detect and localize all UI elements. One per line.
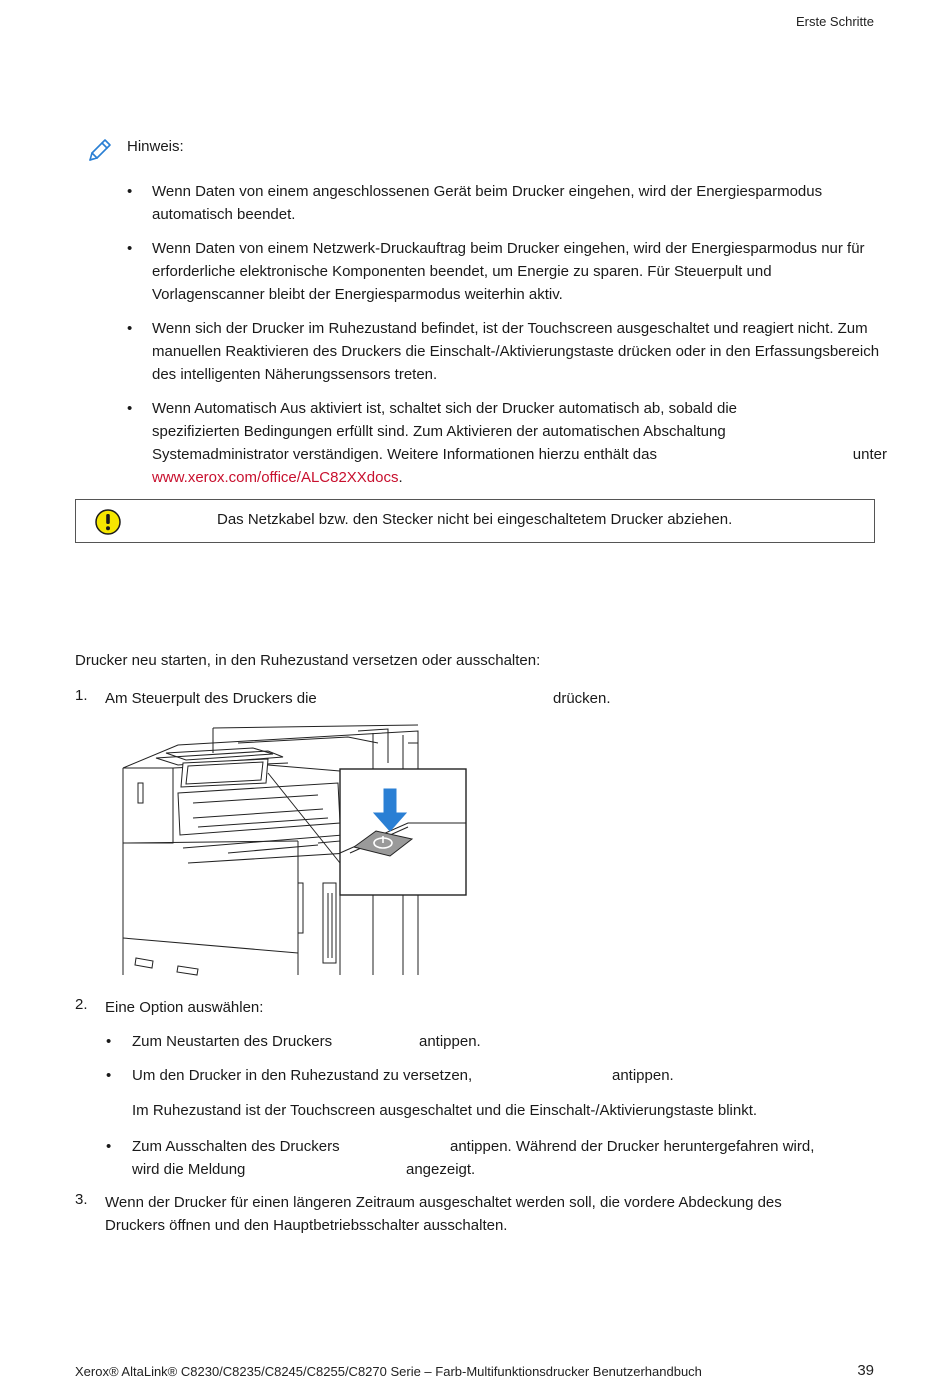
- caution-box: [75, 499, 875, 543]
- bullet: •: [106, 1138, 112, 1155]
- step-text: Eine Option auswählen:: [105, 999, 264, 1016]
- note-list: [127, 180, 887, 500]
- step-text: Am Steuerpult des Druckers die: [105, 690, 317, 707]
- caution-text: Das Netzkabel bzw. den Stecker nicht bei eingeschaltetem Drucker abziehen.: [217, 511, 733, 528]
- step-text: Wenn der Drucker für einen längeren Zeitraum ausgeschaltet werden soll, die vordere Abdeckung des: [105, 1194, 782, 1211]
- intro-text: Drucker neu starten, in den Ruhezustand versetzen oder ausschalten:: [75, 652, 541, 669]
- printer-power-button-illustration: [118, 723, 470, 978]
- list-item: • Wenn sich der Drucker im Ruhezustand befindet, ist der Touchscreen ausgeschaltet und reagiert nicht. Zum manuellen Reaktivieren des Druckers die Einschalt-/Aktivierungstaste drücken oder in den Erfassungsbereich des intelligenten Näherungssensors treten.: [127, 320, 880, 383]
- step-number: 1.: [75, 687, 88, 704]
- list-item: • Wenn Automatisch Aus aktiviert ist, schaltet sich der Drucker automatisch ab, sobald die spezifizierten Bedingungen erfüllt sind. Zum Aktivieren der automatischen Abschaltung Systemadministrator verständigen. Weitere Informationen hierzu enthält das unter www.xerox.com/office/ALC82XXdocs.: [127, 400, 887, 486]
- page-number: 39: [857, 1362, 874, 1379]
- sub-item-text: antippen.: [612, 1067, 674, 1084]
- sub-item-text: antippen. Während der Drucker heruntergefahren wird,: [450, 1138, 815, 1155]
- step-text: Druckers öffnen und den Hauptbetriebsschalter ausschalten.: [105, 1217, 508, 1234]
- list-item: • Wenn Daten von einem angeschlossenen Gerät beim Drucker eingehen, wird der Energiesparmodus automatisch beendet.: [127, 183, 823, 223]
- step-text: drücken.: [553, 690, 611, 707]
- list-item: • Wenn Daten von einem Netzwerk-Druckauftrag beim Drucker eingehen, wird der Energiesparmodus nur für erforderliche elektronische Komponenten beendet, um Energie zu sparen. Für Steuerpult und Vorlagenscanner bleibt der Energiesparmodus weiterhin aktiv.: [127, 240, 865, 303]
- sub-item-text: Um den Drucker in den Ruhezustand zu versetzen,: [132, 1067, 473, 1084]
- sub-item-note: Im Ruhezustand ist der Touchscreen ausgeschaltet und die Einschalt-/Aktivierungstaste blinkt.: [132, 1102, 758, 1119]
- docs-link[interactable]: www.xerox.com/office/ALC82XXdocs: [152, 469, 399, 486]
- sub-item-text: antippen.: [419, 1033, 481, 1050]
- bullet: •: [106, 1033, 112, 1050]
- caution-icon: [95, 509, 121, 535]
- sub-item-text: angezeigt.: [406, 1161, 476, 1178]
- running-header: Erste Schritte: [795, 14, 874, 29]
- note-label: Hinweis:: [127, 138, 184, 155]
- sub-item-text: wird die Meldung: [132, 1161, 246, 1178]
- sub-item-text: Zum Neustarten des Druckers: [132, 1033, 333, 1050]
- bullet: •: [106, 1067, 112, 1084]
- step-number: 3.: [75, 1191, 88, 1208]
- sub-item-text: Zum Ausschalten des Druckers: [132, 1138, 340, 1155]
- step-number: 2.: [75, 996, 88, 1013]
- pencil-icon: [86, 136, 114, 164]
- running-footer: Xerox® AltaLink® C8230/C8235/C8245/C8255/C8270 Serie – Farb-Multifunktionsdrucker Benutzerhandbuch: [75, 1364, 702, 1379]
